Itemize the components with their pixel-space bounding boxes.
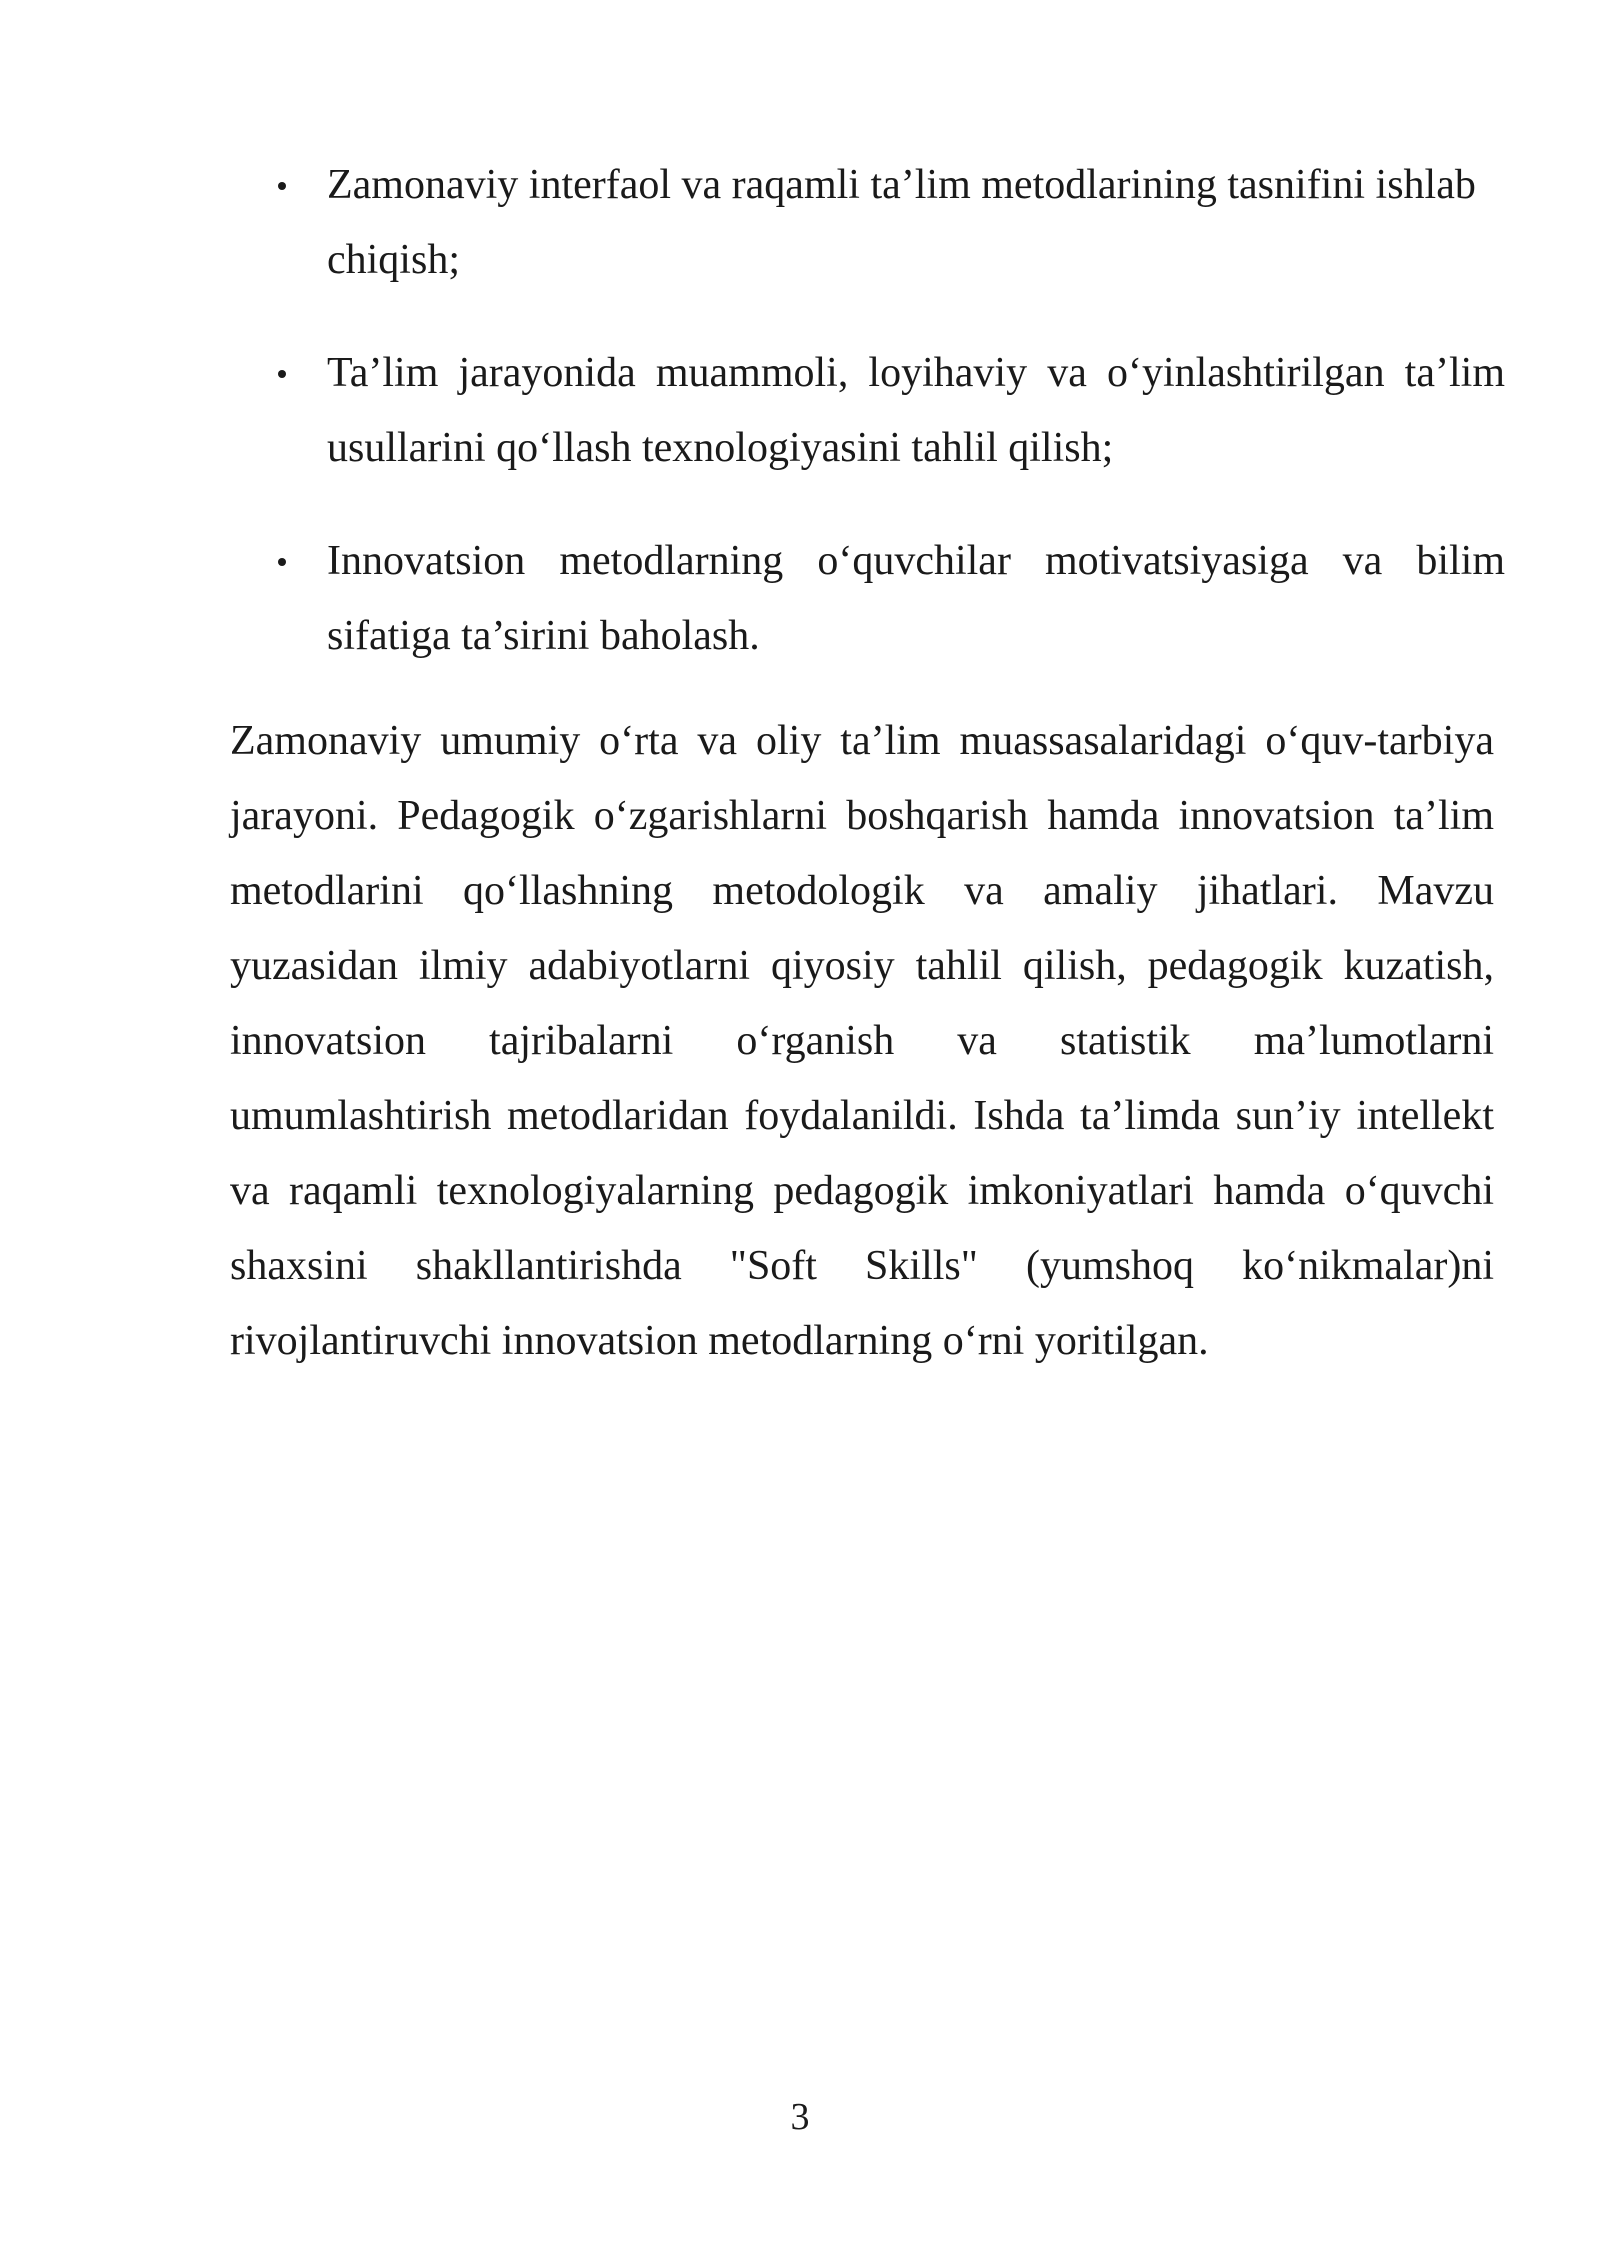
bullet-icon [278,182,286,190]
bullet-icon [278,558,286,566]
body-paragraph: Zamonaviy umumiy o‘rta va oliy ta’lim muassasalaridagi o‘quv-tarbiya jarayoni. Pedagogik o‘zgarishlarni boshqarish hamda innovatsion ta’lim metodlarini qo‘llashning metodologik va amaliy jihatlari. Mavzu yuzasidan ilmiy adabiyotlarni qiyosiy tahlil qilish, pedagogik kuzatish, innovatsion tajribalarni o‘rganish va statistik ma’lumotlarni umumlashtirish metodlaridan foydalanildi. Ishda ta’limda sun’iy intellekt va raqamli texnologiyalarning pedagogik imkoniyatlari hamda o‘quvchi shaxsini shakllantirishda "Soft Skills" (yumshoq ko‘nikmalar)ni rivojlantiruvchi innovatsion metodlarning o‘rni yoritilgan. [230,718,1494,1364]
page-number: 3 [790,2096,810,2138]
bullet-text: Innovatsion metodlarning o‘quvchilar motivatsiyasiga va bilim sifatiga ta’sirini baholash. [327,538,1505,659]
bullet-icon [278,370,286,378]
list-item [0,336,1600,486]
objectives-bullet-list [0,148,1600,712]
list-item [0,148,1600,298]
bullet-text: Ta’lim jarayonida muammoli, loyihaviy va o‘yinlashtirilgan ta’lim usullarini qo‘llash texnologiyasini tahlil qilish; [327,350,1505,471]
list-item [0,524,1600,674]
bullet-text: Zamonaviy interfaol va raqamli ta’lim metodlarining tasnifini ishlab chiqish; [327,162,1476,283]
